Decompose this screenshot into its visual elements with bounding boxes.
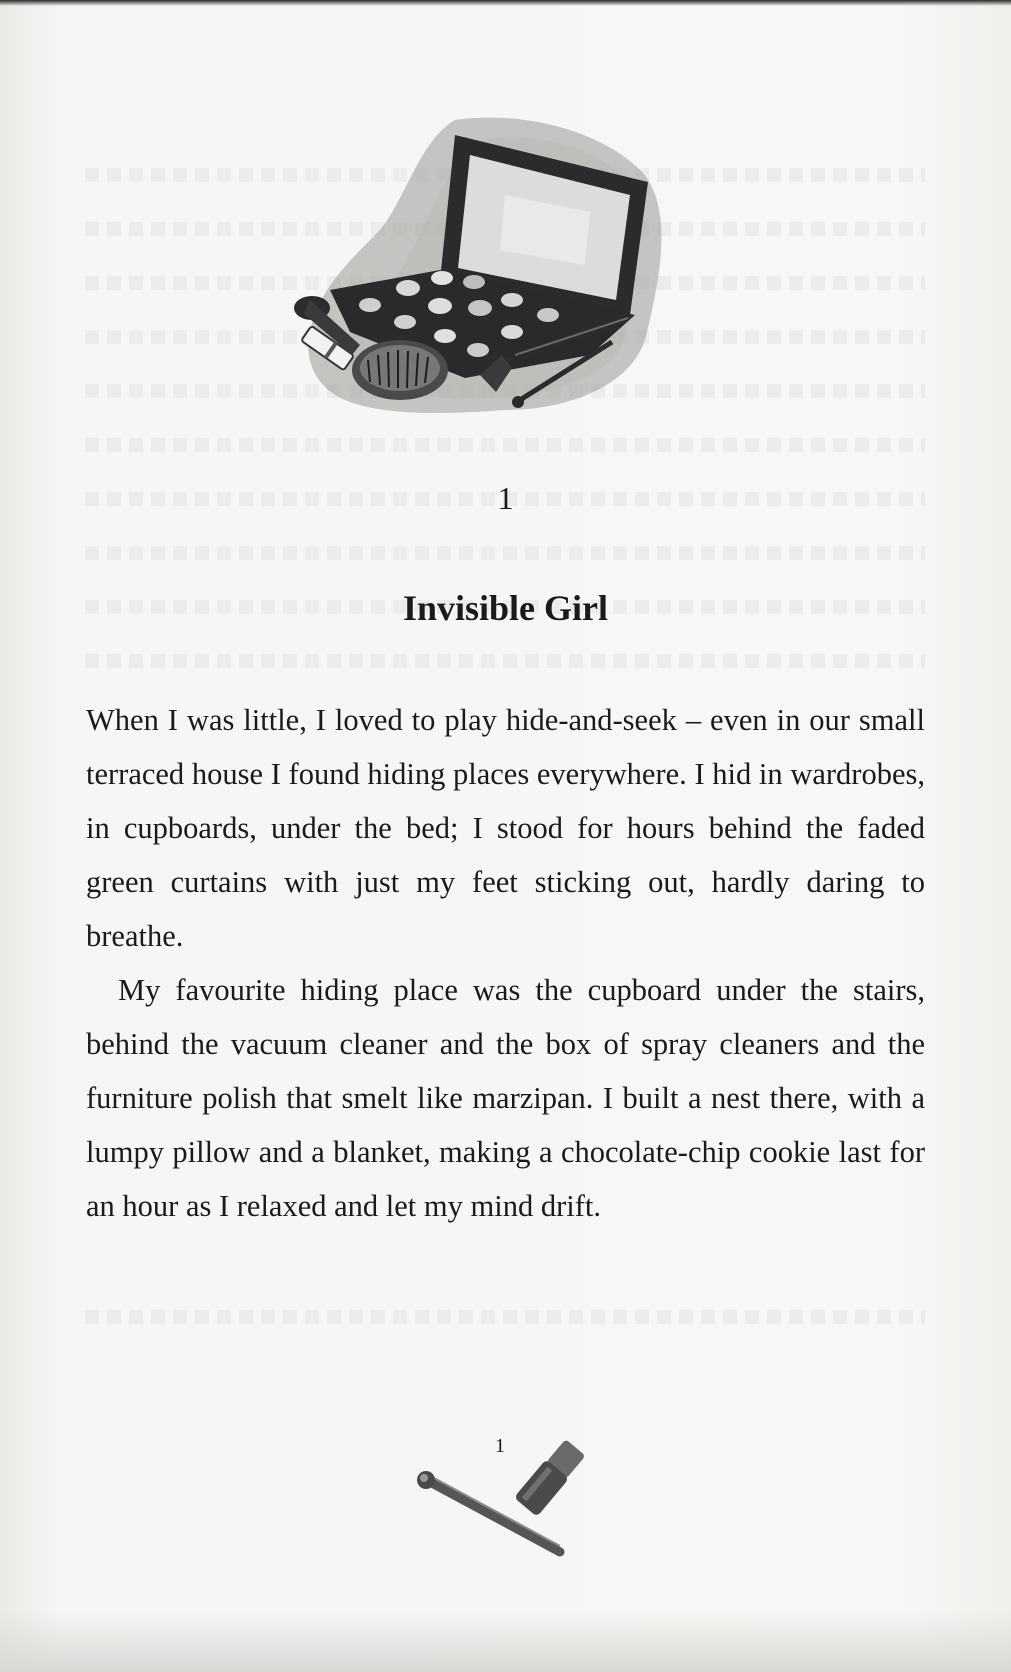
show-through-line [85,1310,925,1324]
page-shadow-bottom [0,1610,1011,1672]
brush-lipstick-illustration [410,1430,630,1570]
chapter-body [86,693,925,1233]
show-through-line [85,654,925,668]
makeup-brush-lipstick-icon [410,1430,630,1570]
page-number: 1 [495,1435,505,1457]
show-through-line [85,546,925,560]
makeup-palette-brush-lipstick-icon [290,110,690,450]
paragraph: When I was little, I loved to play hide-and-seek – even in our small terraced house I found hiding places everywhere. I hid in wardrobes, in cupboards, under the bed; I stood for hours behind the faded green curtains with just my feet sticking out, hardly daring to breathe. [86,703,925,953]
paragraph: My favourite hiding place was the cupboard under the stairs, behind the vacuum cleaner and the box of spray cleaners and the furniture polish that smelt like marzipan. I built a nest there, with a lumpy pillow and a blanket, making a chocolate-chip cookie last for an hour as I relaxed and let my mind drift. [86,973,925,1223]
chapter-number: 1 [497,480,514,516]
makeup-palette-illustration [290,110,690,450]
page-shadow-top [0,0,1011,6]
chapter-title: Invisible Girl [402,588,609,628]
